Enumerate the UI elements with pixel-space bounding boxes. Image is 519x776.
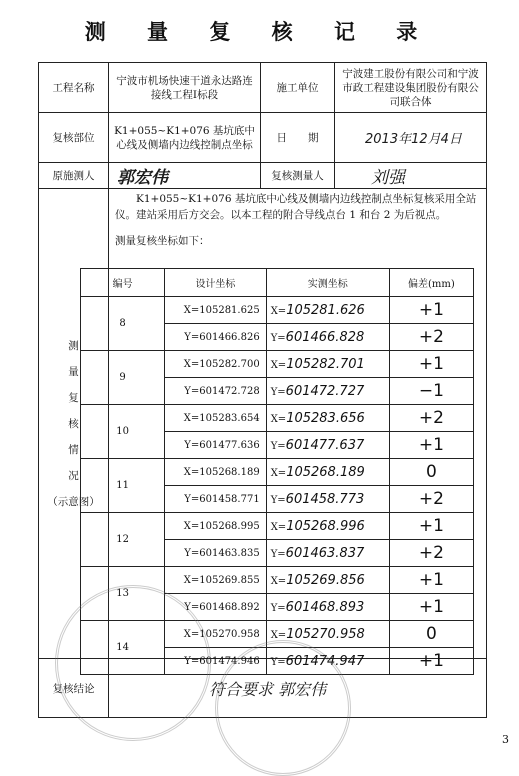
conclusion-signature: 符合要求 郭宏伟 [109, 659, 487, 718]
design-coordinate: X=105268.995 [165, 513, 266, 540]
design-coordinate: X=105282.700 [165, 351, 266, 378]
page-number: 3 [502, 733, 509, 746]
point-number: 10 [81, 405, 165, 459]
section-label-char: 核 [68, 417, 79, 430]
original-surveyor-signature: 郭宏伟 [109, 163, 261, 189]
deviation-value: −1 [389, 378, 473, 405]
deviation-value: +2 [389, 486, 473, 513]
measured-value: 105268.189 [286, 464, 365, 480]
measured-value: 105270.958 [286, 626, 365, 642]
page-title: 测 量 复 核 记 录 [84, 19, 435, 44]
measured-coordinate: Y=601474.947 [266, 648, 389, 675]
measured-coordinate: X=105283.656 [266, 405, 389, 432]
design-coordinate: X=105281.625 [165, 297, 266, 324]
measured-coordinate: X=105270.958 [266, 621, 389, 648]
design-coordinate: Y=601477.636 [165, 432, 266, 459]
check-part: K1+055~K1+076 基坑底中心线及侧墙内边线控制点坐标 [109, 113, 261, 163]
measured-value: 601474.947 [285, 653, 365, 669]
section-label-char: 况 [68, 469, 79, 482]
measured-value: 601466.828 [285, 329, 365, 345]
measured-coordinate: Y=601466.828 [266, 324, 389, 351]
measured-value: 105269.856 [286, 572, 365, 588]
design-coordinate: X=105270.958 [165, 621, 266, 648]
section-label-char: 复 [68, 391, 79, 404]
check-part-label: 复核部位 [39, 113, 109, 163]
point-number: 13 [81, 567, 165, 621]
point-number: 11 [81, 459, 165, 513]
measured-value: 601472.727 [285, 383, 365, 399]
point-number: 9 [81, 351, 165, 405]
deviation-value: +2 [389, 540, 473, 567]
deviation-value: +1 [389, 594, 473, 621]
measured-value: 105268.996 [286, 518, 365, 534]
deviation-value: +1 [389, 567, 473, 594]
official-seal [55, 585, 211, 741]
contractor-label: 施工单位 [261, 63, 335, 113]
measured-value: 601463.837 [285, 545, 365, 561]
deviation-value: +2 [389, 405, 473, 432]
measured-coordinate: Y=601472.727 [266, 378, 389, 405]
table-row [81, 405, 474, 432]
design-coordinate: X=105268.189 [165, 459, 266, 486]
table-row [81, 297, 474, 324]
deviation-value: +1 [389, 648, 473, 675]
project-seal [215, 640, 351, 776]
coords-intro: 测量复核坐标如下： [115, 235, 210, 247]
table-row [81, 459, 474, 486]
measured-value: 601468.893 [285, 599, 365, 615]
design-coordinate: Y=601468.892 [165, 594, 266, 621]
header-design: 设计坐标 [165, 269, 266, 297]
contractor: 宁波建工股份有限公司和宁波市政工程建设集团股份有限公司联合体 [335, 63, 487, 113]
checker-label: 复核测量人 [261, 163, 335, 189]
deviation-value: +2 [389, 324, 473, 351]
section-label-char: 量 [68, 365, 79, 378]
design-coordinate: Y=601463.835 [165, 540, 266, 567]
measured-coordinate: Y=601468.893 [266, 594, 389, 621]
deviation-value: +1 [389, 432, 473, 459]
measured-coordinate: X=105269.856 [266, 567, 389, 594]
check-date: 2013年12月4日 [335, 113, 487, 163]
design-coordinate: Y=601466.826 [165, 324, 266, 351]
measured-value: 105281.626 [286, 302, 365, 318]
design-coordinate: Y=601472.728 [165, 378, 266, 405]
deviation-value: +1 [389, 297, 473, 324]
section-label-char: 测 [68, 339, 79, 352]
measured-coordinate: X=105268.996 [266, 513, 389, 540]
measured-value: 601477.637 [285, 437, 365, 453]
deviation-value: +1 [389, 351, 473, 378]
header-number: 编号 [81, 269, 165, 297]
deviation-value: 0 [389, 459, 473, 486]
section-note: （示意图） [47, 495, 100, 508]
date-label: 日 期 [261, 113, 335, 163]
header-deviation: 偏差(mm) [389, 269, 473, 297]
design-coordinate: Y=601458.771 [165, 486, 266, 513]
conclusion-label: 复核结论 [39, 659, 109, 718]
original-surveyor-label: 原施测人 [39, 163, 109, 189]
point-number: 12 [81, 513, 165, 567]
method-description: K1+055~K1+076 基坑底中心线及侧墙内边线控制点坐标复核采用全站仪。建站采用后方交会。以本工程的附合导线点台 1 和台 2 为后视点。 [115, 193, 477, 221]
design-coordinate: Y=601474.946 [165, 648, 266, 675]
design-coordinate: X=105283.654 [165, 405, 266, 432]
section-label-char: 情 [68, 443, 79, 456]
project-name: 宁波市机场快速干道永达路连接线工程Ⅰ标段 [109, 63, 261, 113]
measured-coordinate: X=105282.701 [266, 351, 389, 378]
table-row [81, 513, 474, 540]
measured-coordinate: Y=601463.837 [266, 540, 389, 567]
measured-value: 105282.701 [286, 356, 365, 372]
design-coordinate: X=105269.855 [165, 567, 266, 594]
deviation-value: +1 [389, 513, 473, 540]
deviation-value: 0 [389, 621, 473, 648]
point-number: 8 [81, 297, 165, 351]
measured-coordinate: X=105281.626 [266, 297, 389, 324]
measured-coordinate: X=105268.189 [266, 459, 389, 486]
measured-value: 105283.656 [286, 410, 365, 426]
measured-coordinate: Y=601477.637 [266, 432, 389, 459]
table-row [81, 351, 474, 378]
point-number: 14 [81, 621, 165, 675]
measured-coordinate: Y=601458.773 [266, 486, 389, 513]
checker-signature: 刘强 [335, 163, 487, 189]
header-measured: 实测坐标 [266, 269, 389, 297]
measured-value: 601458.773 [285, 491, 365, 507]
project-name-label: 工程名称 [39, 63, 109, 113]
